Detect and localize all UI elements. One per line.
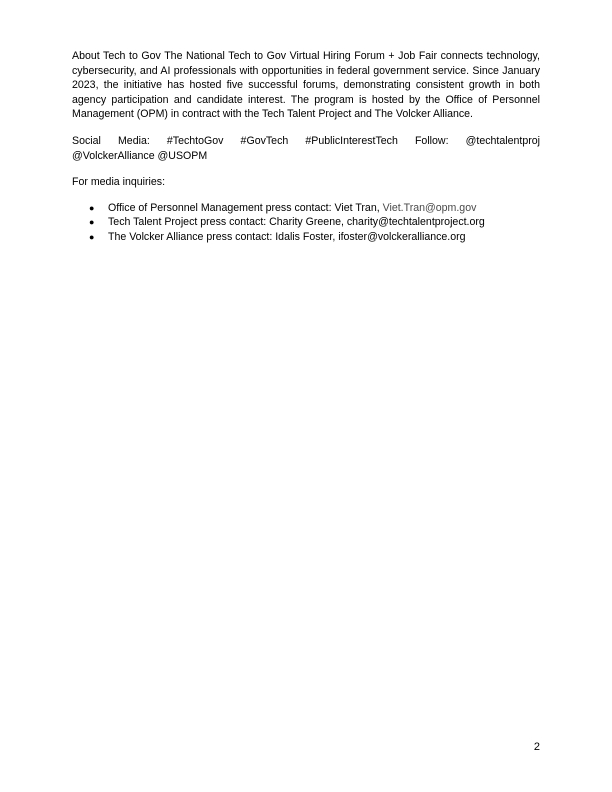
list-item-opm-contact xyxy=(72,201,540,216)
page-content xyxy=(72,49,540,244)
bullet-icon: ● xyxy=(89,217,95,228)
tech-talent-contact-text: Tech Talent Project press contact: Charity Greene, charity@techtalentproject.org xyxy=(108,216,485,229)
list-item-tech-talent-contact xyxy=(72,215,540,230)
media-contacts-list xyxy=(72,201,540,245)
social-media-line-2: @VolckerAlliance @USOPM xyxy=(72,149,208,162)
about-paragraph: About Tech to Gov The National Tech to Gov Virtual Hiring Forum + Job Fair connects technology, cybersecurity, and AI professionals with opportunities in federal government service. Since January 2023, the initiative has hosted five successful forums, demonstrating consistent growth in both agency participation and candidate interest. The program is hosted by the Office of Personnel Management (OPM) in contract with the Tech Talent Project and The Volcker Alliance. xyxy=(72,50,540,121)
social-media-line-1: Social Media: #TechtoGov #GovTech #PublicInterestTech Follow: @techtalentproj xyxy=(72,134,540,147)
media-inquiries-label: For media inquiries: xyxy=(72,176,166,189)
opm-contact-text: Office of Personnel Management press contact: Viet Tran, xyxy=(108,201,383,214)
opm-contact-email-link[interactable]: Viet.Tran@opm.gov xyxy=(382,201,477,214)
volcker-contact-text: The Volcker Alliance press contact: Idalis Foster, ifoster@volckeralliance.org xyxy=(108,230,466,243)
social-media-paragraph xyxy=(72,134,540,163)
bullet-icon: ● xyxy=(89,202,95,213)
page-number: 2 xyxy=(533,741,540,753)
list-item-volcker-contact xyxy=(72,230,540,245)
bullet-icon: ● xyxy=(89,231,95,242)
